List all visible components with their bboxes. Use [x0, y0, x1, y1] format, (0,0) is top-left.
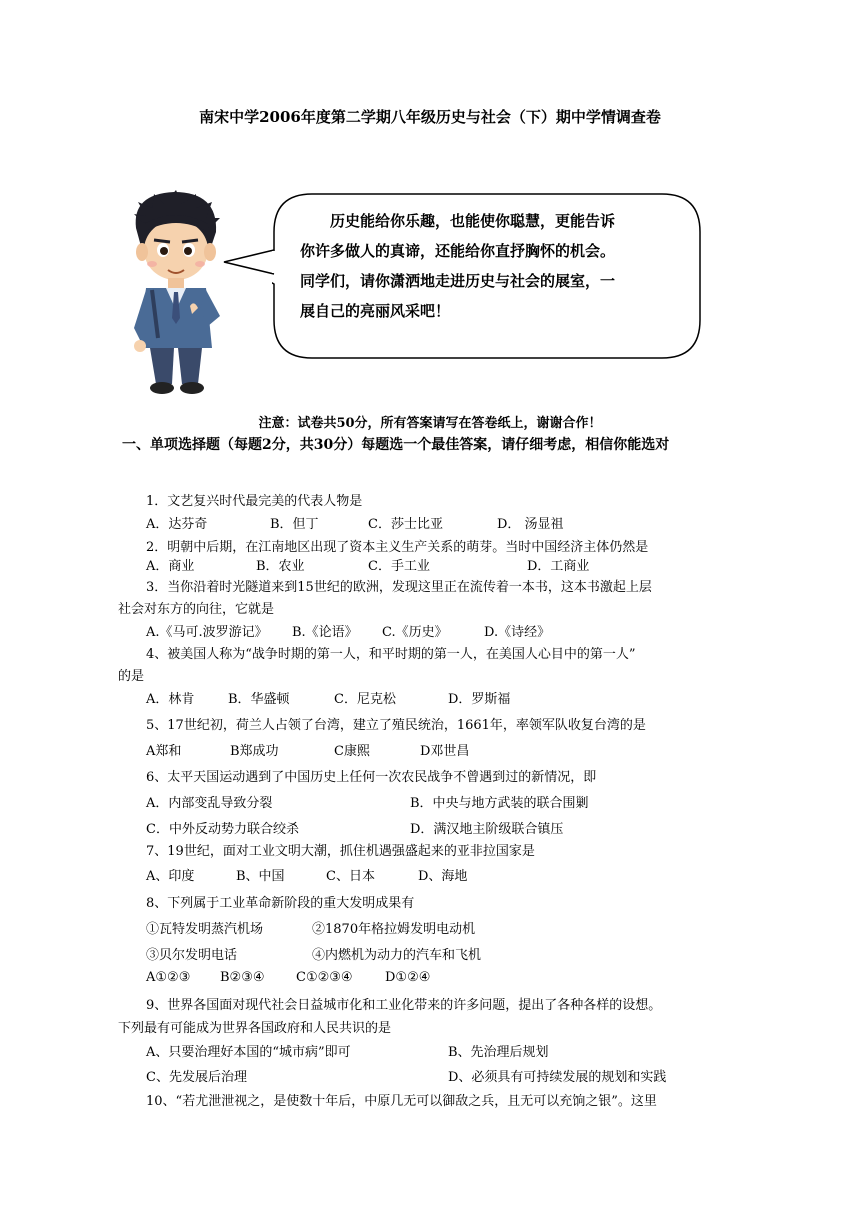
question-8-item-4: ④内燃机为动力的汽车和飞机: [312, 948, 482, 963]
intro-line-4: 展自己的亮丽风采吧！: [300, 302, 451, 320]
question-7-option-d: D、海地: [418, 869, 468, 884]
question-1-stem: 1．文艺复兴时代最完美的代表人物是: [146, 494, 363, 509]
question-5-option-d: D邓世昌: [420, 744, 470, 759]
question-1-option-b: B．但丁: [270, 517, 319, 532]
question-9-option-c: C、先发展后治理: [146, 1070, 247, 1085]
intro-line-2: 你许多做人的真谛，还能给你直抒胸怀的机会。: [300, 242, 616, 260]
question-1-option-c: C．莎士比亚: [368, 517, 443, 532]
question-2-option-c: C．手工业: [368, 559, 430, 574]
question-8-item-1: ①瓦特发明蒸汽机场: [146, 922, 264, 937]
notice: 注意：试卷共50分，所有答案请写在答卷纸上，谢谢合作！: [258, 416, 602, 431]
question-2-option-b: B．农业: [256, 559, 305, 574]
question-3-stem-line-2: 社会对东方的向往，它就是: [118, 602, 275, 617]
question-3-option-c: C.《历史》: [382, 625, 448, 640]
question-5-option-c: C康熙: [334, 744, 370, 759]
speech-bubble-tail: [222, 248, 276, 276]
intro-line-3: 同学们，请你潇洒地走进历史与社会的展室，一: [300, 272, 616, 290]
question-6-option-b: B．中央与地方武装的联合围剿: [410, 796, 589, 811]
question-1-option-d: D． 汤显祖: [497, 517, 564, 532]
question-8-item-3: ③贝尔发明电话: [146, 948, 238, 963]
intro-text: [300, 206, 680, 326]
question-4-stem-line-1: 4、被美国人称为“战争时期的第一人，和平时期的第一人，在美国人心目中的第一人”: [146, 647, 636, 662]
question-6-option-a: A．内部变乱导致分裂: [146, 796, 273, 811]
question-2-option-a: A．商业: [146, 559, 195, 574]
page-title: 南宋中学2006年度第二学期八年级历史与社会（下）期中学情调查卷: [199, 108, 661, 126]
question-7-option-b: B、中国: [236, 869, 285, 884]
question-4-option-a: A．林肯: [146, 692, 195, 707]
question-8-stem: 8、下列属于工业革命新阶段的重大发明成果有: [146, 896, 415, 911]
question-4-option-d: D．罗斯福: [448, 692, 511, 707]
question-9-option-b: B、先治理后规划: [448, 1045, 549, 1060]
section-heading: 一、单项选择题（每题2分，共30分）每题选一个最佳答案，请仔细考虑，相信你能选对: [122, 437, 670, 453]
question-5-option-a: A郑和: [146, 744, 182, 759]
question-7-option-c: C、日本: [326, 869, 375, 884]
question-3-option-b: B.《论语》: [292, 625, 358, 640]
question-9-stem-line-2: 下列最有可能成为世界各国政府和人民共识的是: [118, 1021, 392, 1036]
question-8-option-d: D①②④: [385, 970, 431, 985]
question-10-stem: 10、“若尤泄泄视之，是使数十年后，中原几无可以御敌之兵，且无可以充饷之银”。这里: [146, 1094, 657, 1109]
question-5-option-b: B郑成功: [230, 744, 279, 759]
question-9-option-d: D、必须具有可持续发展的规划和实践: [448, 1070, 667, 1085]
question-8-option-a: A①②③: [146, 970, 191, 985]
question-6-option-d: D．满汉地主阶级联合镇压: [410, 822, 564, 837]
question-4-option-b: B．华盛顿: [228, 692, 290, 707]
question-4-option-c: C．尼克松: [334, 692, 396, 707]
student-mascot-illustration: [128, 188, 224, 398]
question-5-stem: 5、17世纪初，荷兰人占领了台湾，建立了殖民统治，1661年，率领军队收复台湾的是: [146, 718, 646, 733]
question-7-stem: 7、19世纪，面对工业文明大潮，抓住机遇强盛起来的亚非拉国家是: [146, 844, 535, 859]
question-4-stem-line-2: 的是: [118, 669, 145, 684]
question-8-option-c: C①②③④: [296, 970, 353, 985]
question-8-option-b: B②③④: [220, 970, 265, 985]
question-1-option-a: A．达芬奇: [146, 517, 208, 532]
question-2-stem: 2．明朝中后期，在江南地区出现了资本主义生产关系的萌芽。当时中国经济主体仍然是: [146, 540, 649, 555]
question-9-option-a: A、只要治理好本国的“城市病”即可: [146, 1045, 351, 1060]
question-2-option-d: D．工商业: [527, 559, 590, 574]
question-3-stem-line-1: 3．当你沿着时光隧道来到15世纪的欧洲，发现这里正在流传着一本书，这本书激起上层: [146, 580, 652, 595]
question-9-stem-line-1: 9、世界各国面对现代社会日益城市化和工业化带来的许多问题，提出了各种各样的设想。: [146, 998, 662, 1013]
question-3-option-d: D.《诗经》: [484, 625, 551, 640]
question-8-item-2: ②1870年格拉姆发明电动机: [312, 922, 476, 937]
question-7-option-a: A、印度: [146, 869, 195, 884]
question-3-option-a: A.《马可.波罗游记》: [146, 625, 268, 640]
question-6-stem: 6、太平天国运动遇到了中国历史上任何一次农民战争不曾遇到过的新情况，即: [146, 770, 597, 785]
intro-line-1: 历史能给你乐趣，也能使你聪慧，更能告诉: [330, 212, 616, 230]
question-6-option-c: C．中外反动势力联合绞杀: [146, 822, 299, 837]
